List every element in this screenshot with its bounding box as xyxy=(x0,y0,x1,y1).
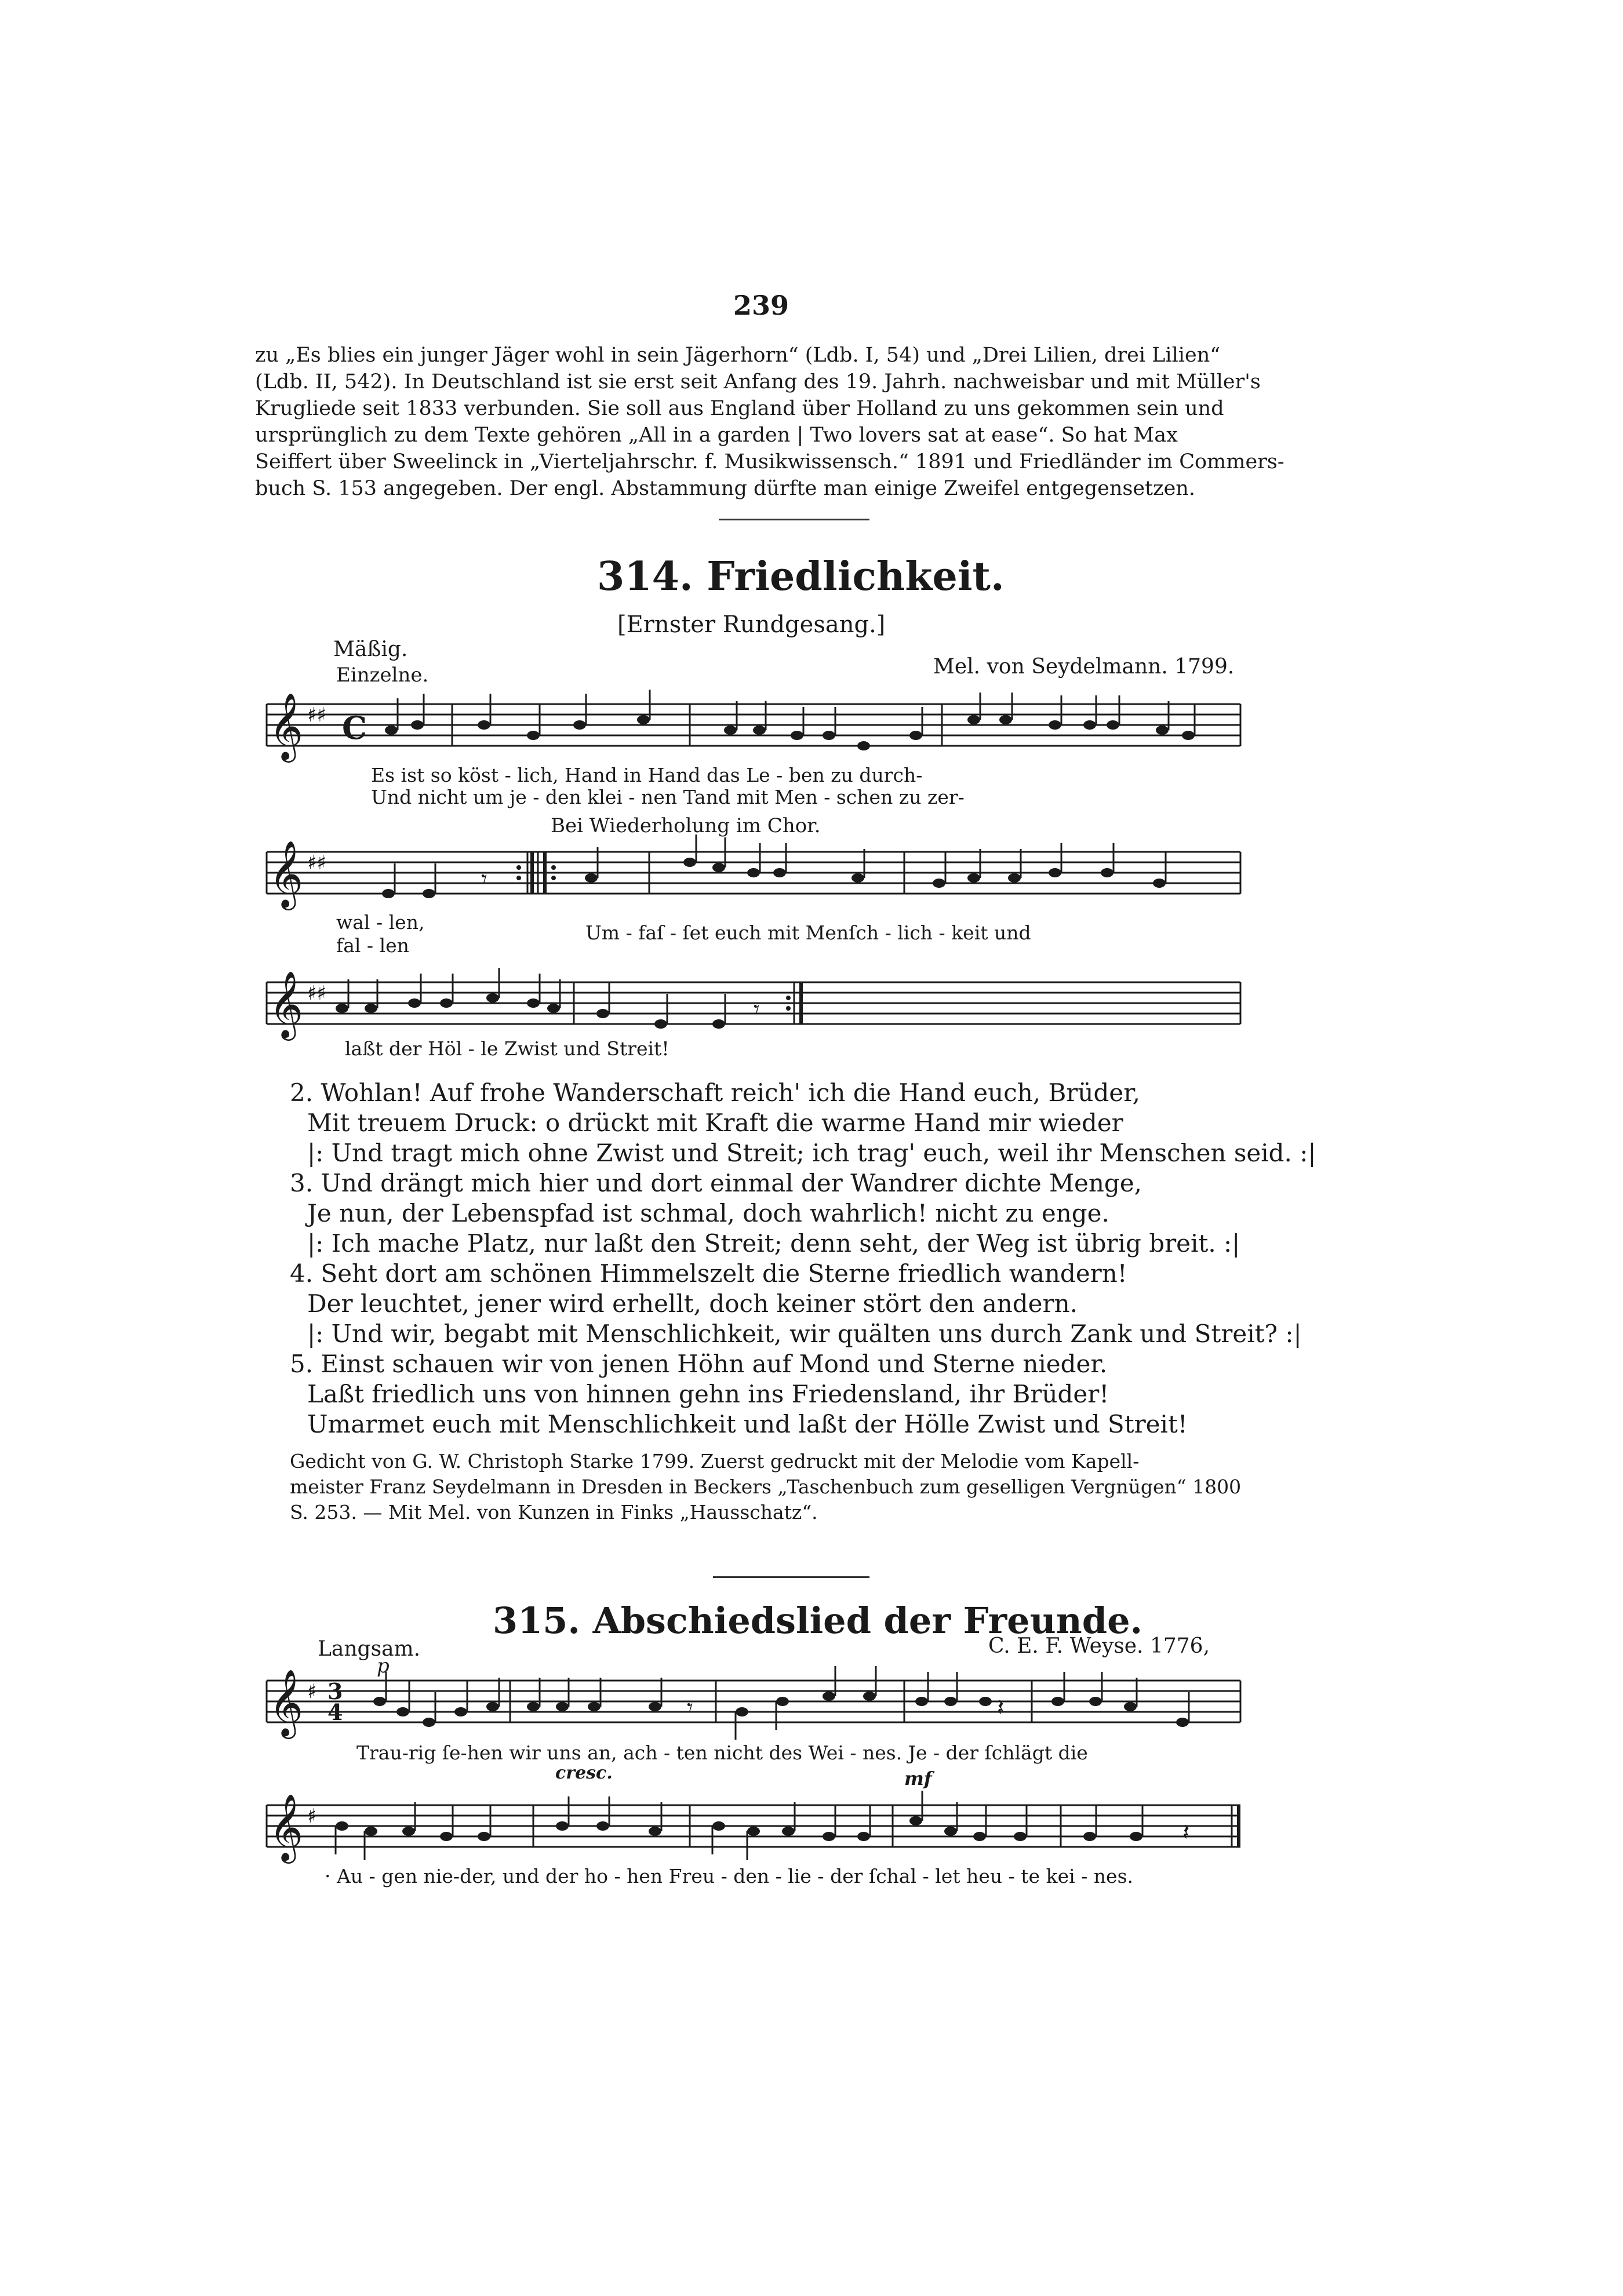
music-staff-5 xyxy=(255,1788,1252,1869)
verse-line: |: Und tragt mich ohne Zwist und Streit; ich trag' euch, weil ihr Menschen seid. :| xyxy=(307,1139,1316,1167)
svg-text:♯: ♯ xyxy=(307,1805,317,1828)
part-marking: Einzelne. xyxy=(336,664,429,687)
verse-line: |: Und wir, begabt mit Menschlichkeit, wir quälten uns durch Zank und Streit? :| xyxy=(307,1320,1302,1348)
intro-line: zu „Es blies ein junger Jäger wohl in sein Jägerhorn“ (Ldb. I, 54) und „Drei Lilien, drei Lilien“ xyxy=(255,344,1221,367)
intro-line: Krugliede seit 1833 verbunden. Sie soll aus England über Holland zu uns gekommen sein und xyxy=(255,397,1224,420)
credit-line: meister Franz Seydelmann in Dresden in Beckers „Taschenbuch zum geselligen Vergnügen“ 1800 xyxy=(290,1475,1242,1498)
verse-line: Der leuchtet, jener wird erhellt, doch keiner stört den andern. xyxy=(307,1289,1078,1318)
svg-text:♯♯: ♯♯ xyxy=(307,704,326,727)
verse-line: 4. Seht dort am schönen Himmelszelt die Sterne friedlich wandern! xyxy=(290,1259,1127,1288)
lyric-line: Es ist so köst - lich, Hand in Hand das Le - ben zu durch- xyxy=(371,764,923,786)
verses-block xyxy=(290,1078,1316,1439)
tempo-marking: Langsam. xyxy=(318,1637,421,1661)
verse-line: |: Ich mache Platz, nur laßt den Streit; denn seht, der Weg ist übrig breit. :| xyxy=(307,1229,1240,1258)
composer-credit: C. E. F. Weyse. 1776, xyxy=(988,1634,1210,1658)
lyric-line: Und nicht um je - den klei - nen Tand mit Men - schen zu zer- xyxy=(371,786,965,808)
svg-text:𝄾: 𝄾 xyxy=(481,866,487,892)
verse-line: Laßt friedlich uns von hinnen gehn ins Friedensland, ihr Brüder! xyxy=(307,1380,1109,1408)
svg-text:𝄞: 𝄞 xyxy=(269,692,304,760)
svg-text:𝄞: 𝄞 xyxy=(269,1793,304,1861)
svg-text:𝄞: 𝄞 xyxy=(269,970,304,1038)
svg-text:♯♯: ♯♯ xyxy=(307,982,326,1005)
dynamic-marking: cresc. xyxy=(555,1763,613,1783)
music-staff-4 xyxy=(255,1663,1252,1744)
verse-line: Mit treuem Druck: o drückt mit Kraft die warme Hand mir wieder xyxy=(307,1109,1123,1137)
music-staff-3 xyxy=(255,965,1252,1046)
svg-text:𝄞: 𝄞 xyxy=(269,840,304,908)
svg-text:3: 3 xyxy=(327,1678,343,1704)
svg-text:♯♯: ♯♯ xyxy=(307,851,326,874)
dynamic-marking: p xyxy=(377,1654,390,1678)
svg-text:𝄽: 𝄽 xyxy=(997,1694,1005,1721)
lyric-line: fal - len xyxy=(336,934,409,957)
svg-text:𝄾: 𝄾 xyxy=(687,1694,693,1721)
lyric-line: wal - len, xyxy=(336,911,425,934)
credit-line: Gedicht von G. W. Christoph Starke 1799. Zuerst gedruckt mit der Melodie vom Kapell- xyxy=(290,1450,1140,1473)
verse-line: 2. Wohlan! Auf frohe Wanderschaft reich' ich die Hand euch, Brüder, xyxy=(290,1078,1141,1107)
chorus-note: Bei Wiederholung im Chor. xyxy=(551,814,821,837)
intro-line: ursprünglich zu dem Texte gehören „All in a garden | Two lovers sat at ease“. So hat Max xyxy=(255,424,1178,447)
song-314-subtitle: [Ernster Rundgesang.] xyxy=(617,611,886,638)
music-staff-1 xyxy=(255,687,1252,768)
intro-line: (Ldb. II, 542). In Deutschland ist sie erst seit Anfang des 19. Jahrh. nachweisbar und mit Müller's xyxy=(255,370,1261,393)
intro-line: Seiffert über Sweelinck in „Vierteljahrschr. f. Musikwissensch.“ 1891 und Friedländer im Commers- xyxy=(255,450,1284,473)
dynamic-marking: mf xyxy=(904,1767,932,1790)
lyric-line: Um - faſ - ſet euch mit Menſch - lich - keit und xyxy=(585,921,1031,944)
verse-line: Je nun, der Lebenspfad ist schmal, doch wahrlich! nicht zu enge. xyxy=(307,1199,1109,1227)
section-divider xyxy=(719,519,869,520)
svg-text:𝄾: 𝄾 xyxy=(754,996,760,1023)
lyric-line: laßt der Höl - le Zwist und Streit! xyxy=(345,1037,669,1060)
music-staff-2 xyxy=(255,834,1252,916)
melody-credit: Mel. von Seydelmann. 1799. xyxy=(933,655,1235,679)
svg-text:♯: ♯ xyxy=(307,1680,317,1703)
lyric-line: Trau-rig ſe-hen wir uns an, ach - ten nicht des Wei - nes. Je - der ſchlägt die xyxy=(356,1741,1088,1764)
intro-paragraph xyxy=(255,342,1284,502)
page-number: 239 xyxy=(733,290,789,321)
credit-line: S. 253. — Mit Mel. von Kunzen in Finks „Hausschatz“. xyxy=(290,1501,818,1524)
song-314-title: 314. Friedlichkeit. xyxy=(597,553,1005,600)
svg-text:C: C xyxy=(342,709,367,746)
tempo-marking: Mäßig. xyxy=(333,637,408,661)
verse-line: 5. Einst schauen wir von jenen Höhn auf Mond und Sterne nieder. xyxy=(290,1350,1108,1378)
svg-text:4: 4 xyxy=(327,1699,343,1725)
song-315-title: 315. Abschiedslied der Freunde. xyxy=(493,1599,1143,1642)
verse-line: 3. Und drängt mich hier und dort einmal der Wandrer dichte Menge, xyxy=(290,1169,1142,1197)
intro-line: buch S. 153 angegeben. Der engl. Abstammung dürfte man einige Zweifel entgegensetzen. xyxy=(255,477,1195,500)
lyric-line: · Au - gen nie-der, und der ho - hen Freu - den - lie - der ſchal - let heu - te kei - nes. xyxy=(325,1865,1133,1887)
svg-text:𝄽: 𝄽 xyxy=(1182,1819,1190,1846)
svg-text:𝄞: 𝄞 xyxy=(269,1668,304,1736)
section-divider xyxy=(713,1576,869,1578)
verse-line: Umarmet euch mit Menschlichkeit und laßt der Hölle Zwist und Streit! xyxy=(307,1410,1188,1438)
source-credit xyxy=(290,1449,1242,1525)
